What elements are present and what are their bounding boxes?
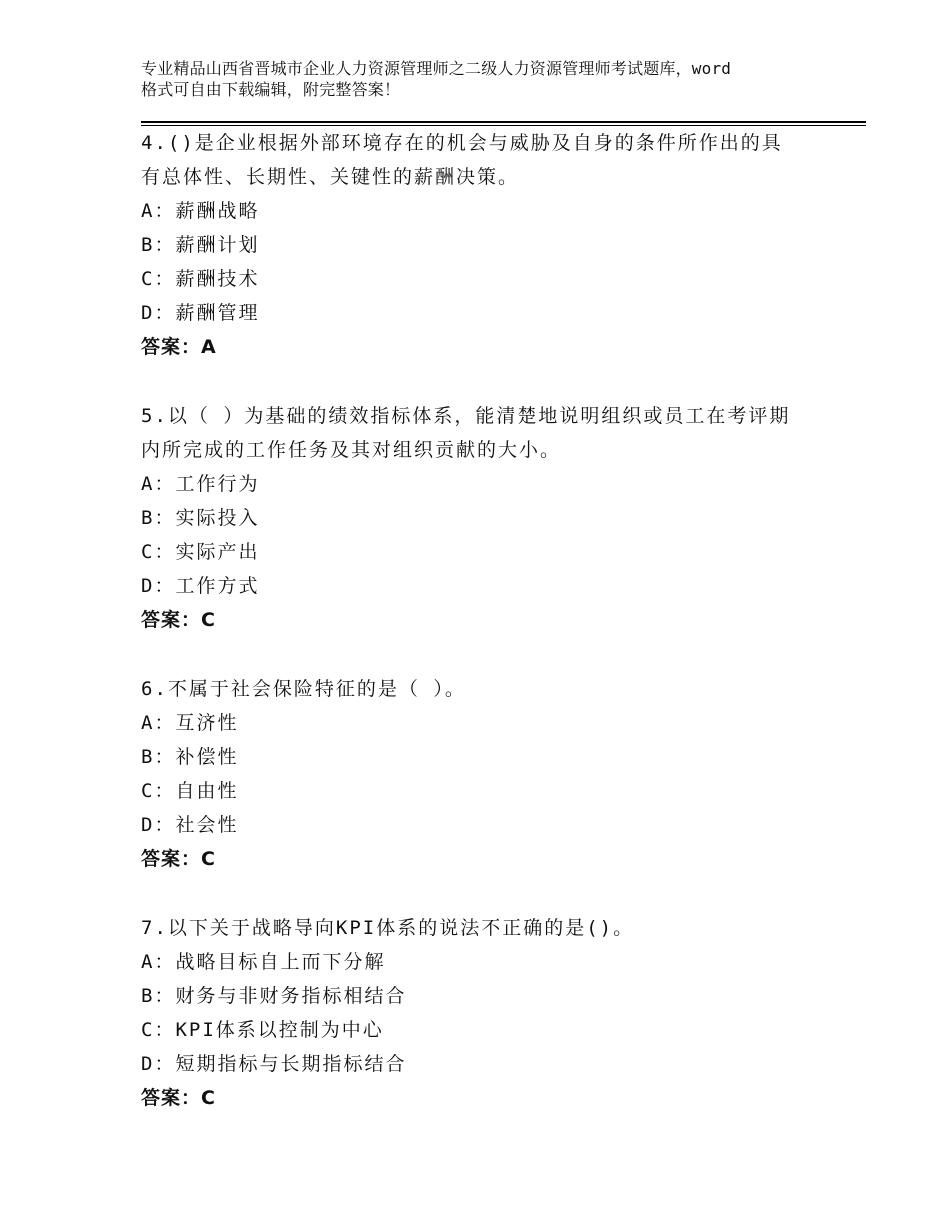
option-b: B：实际投入 bbox=[141, 507, 260, 529]
option-a: A：薪酬战略 bbox=[141, 200, 260, 222]
option-a: A：战略目标自上而下分解 bbox=[141, 951, 386, 973]
option-c: C：自由性 bbox=[141, 780, 239, 802]
option-a: A：工作行为 bbox=[141, 473, 260, 495]
answer-line: 答案：C bbox=[141, 609, 216, 631]
option-d: D：短期指标与长期指标结合 bbox=[141, 1053, 407, 1075]
question-stem: 6.不属于社会保险特征的是（ ）。 bbox=[141, 678, 466, 700]
question-5 bbox=[141, 399, 841, 637]
option-d: D：社会性 bbox=[141, 814, 239, 836]
option-b: B：薪酬计划 bbox=[141, 234, 260, 256]
question-stem: 5.以（ ）为基础的绩效指标体系，能清楚地说明组织或员工在考评期 bbox=[141, 405, 791, 427]
header-divider-thick bbox=[141, 121, 866, 123]
option-c: C：实际产出 bbox=[141, 541, 260, 563]
question-7 bbox=[141, 911, 841, 1115]
option-b: B：财务与非财务指标相结合 bbox=[141, 985, 407, 1007]
question-stem: 有总体性、长期性、关键性的薪酬决策。 bbox=[141, 166, 520, 188]
answer-line: 答案：C bbox=[141, 1087, 216, 1109]
option-c: C：KPI体系以控制为中心 bbox=[141, 1019, 384, 1041]
question-stem: 4.()是企业根据外部环境存在的机会与威胁及自身的条件所作出的具 bbox=[141, 132, 783, 154]
header-line-2: 格式可自由下载编辑，附完整答案！ bbox=[141, 80, 401, 99]
answer-line: 答案：A bbox=[141, 336, 217, 358]
question-stem: 7.以下关于战略导向KPI体系的说法不正确的是()。 bbox=[141, 917, 635, 939]
document-header bbox=[141, 58, 841, 100]
answer-line: 答案：C bbox=[141, 848, 216, 870]
question-6 bbox=[141, 672, 841, 876]
header-line-1: 专业精品山西省晋城市企业人力资源管理师之二级人力资源管理师考试题库，word bbox=[141, 59, 732, 78]
option-a: A：互济性 bbox=[141, 712, 239, 734]
question-4 bbox=[141, 126, 841, 364]
option-d: D：薪酬管理 bbox=[141, 302, 260, 324]
option-d: D：工作方式 bbox=[141, 575, 260, 597]
question-stem: 内所完成的工作任务及其对组织贡献的大小。 bbox=[141, 439, 562, 461]
option-b: B：补偿性 bbox=[141, 746, 239, 768]
option-c: C：薪酬技术 bbox=[141, 268, 260, 290]
